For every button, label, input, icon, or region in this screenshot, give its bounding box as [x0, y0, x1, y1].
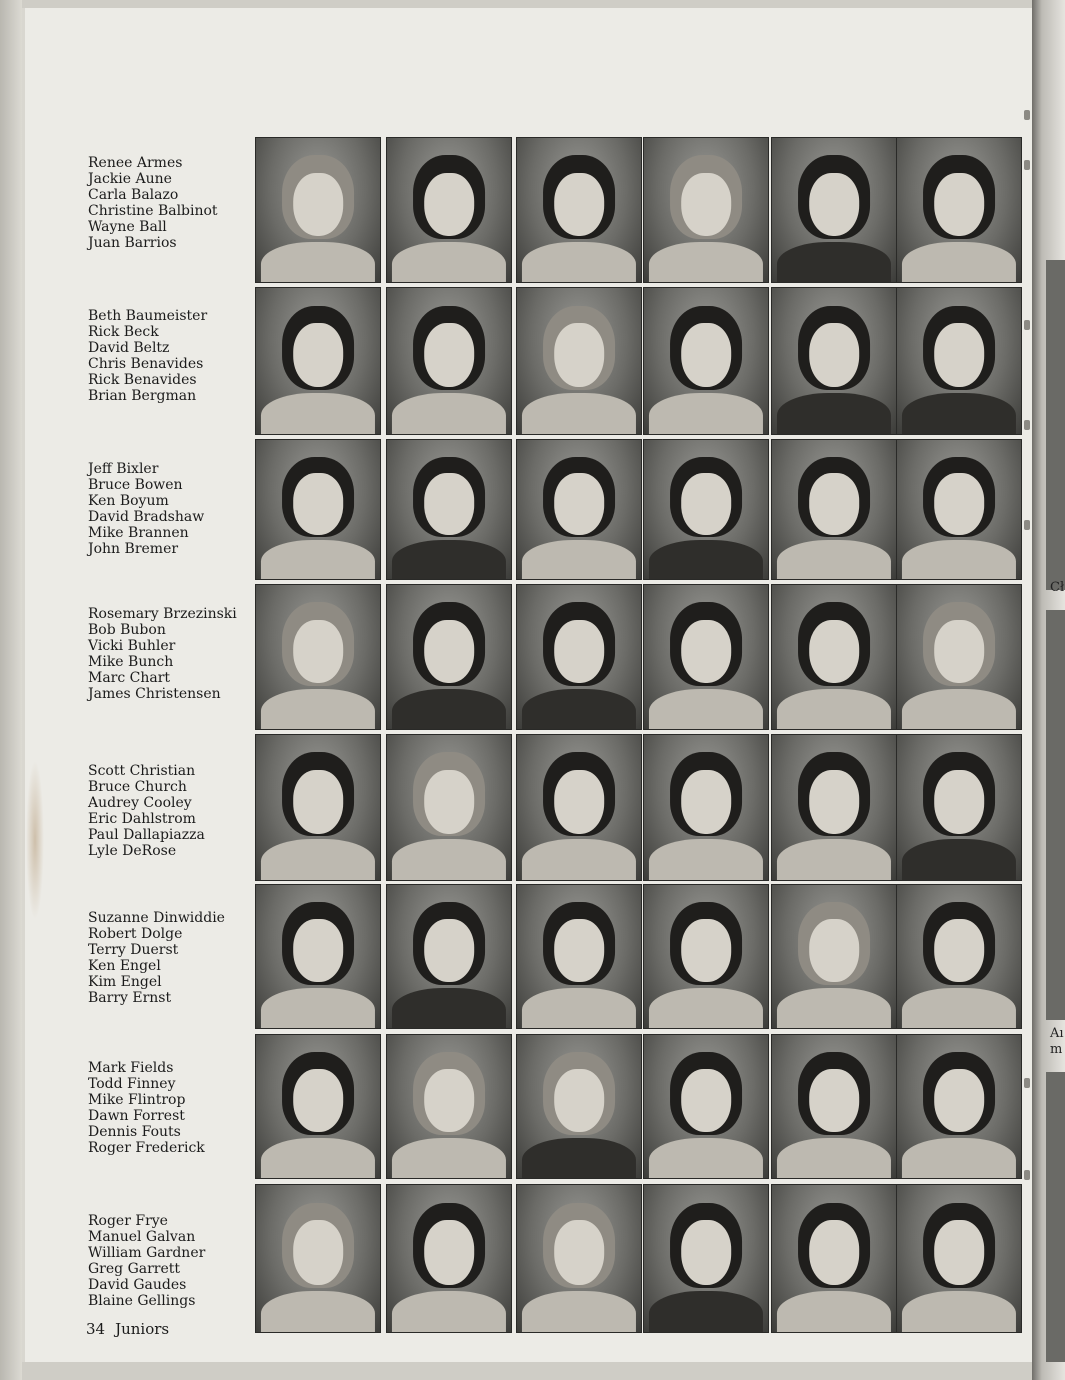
portrait-shoulders — [261, 1291, 375, 1333]
portrait-shoulders — [522, 1138, 636, 1179]
student-portrait — [896, 1184, 1022, 1333]
portrait-shoulders — [902, 689, 1016, 730]
name-list — [88, 461, 253, 557]
student-name: Wayne Ball — [88, 219, 167, 235]
binding-stitch — [1024, 1170, 1030, 1180]
student-portrait — [516, 287, 642, 435]
portrait-shoulders — [522, 988, 636, 1029]
student-portrait — [255, 584, 381, 730]
student-name: Paul Dallapiazza — [88, 827, 205, 843]
portrait-face — [934, 770, 984, 834]
facing-page-caption-fragment: m — [1050, 1042, 1063, 1057]
student-name: Bruce Bowen — [88, 477, 183, 493]
student-portrait — [386, 734, 512, 881]
portrait-face — [293, 473, 343, 534]
student-name: Suzanne Dinwiddie — [88, 910, 225, 926]
portrait-face — [424, 1220, 474, 1285]
student-portrait — [516, 734, 642, 881]
portrait-face — [554, 620, 604, 683]
student-portrait — [896, 734, 1022, 881]
student-portrait — [386, 439, 512, 580]
student-portrait — [771, 1034, 897, 1179]
facing-page-photo — [1046, 1072, 1065, 1362]
student-portrait — [771, 1184, 897, 1333]
portrait-shoulders — [649, 242, 763, 283]
portrait-shoulders — [649, 540, 763, 580]
name-list — [88, 763, 253, 859]
portrait-face — [934, 323, 984, 387]
portrait-face — [681, 1069, 731, 1132]
portrait-face — [424, 1069, 474, 1132]
name-list — [88, 910, 253, 1006]
student-portrait — [771, 439, 897, 580]
student-name: Jackie Aune — [88, 171, 172, 187]
binding-stitch — [1024, 420, 1030, 430]
student-portrait — [643, 884, 769, 1029]
portrait-shoulders — [777, 1138, 891, 1179]
portrait-shoulders — [261, 988, 375, 1029]
student-portrait — [516, 1034, 642, 1179]
student-name: David Gaudes — [88, 1277, 187, 1293]
facing-page-caption-fragment: Cł — [1050, 580, 1065, 595]
facing-page-edge — [1032, 0, 1065, 1380]
portrait-face — [809, 620, 859, 683]
student-name: Mike Brannen — [88, 525, 189, 541]
student-name: Chris Benavides — [88, 356, 204, 372]
portrait-face — [554, 1220, 604, 1285]
student-name: Rick Beck — [88, 324, 159, 340]
section-label: Juniors — [115, 1320, 170, 1338]
student-name: James Christensen — [88, 686, 221, 702]
portrait-shoulders — [649, 988, 763, 1029]
student-portrait — [516, 137, 642, 283]
student-portrait — [643, 1184, 769, 1333]
student-portrait — [386, 1034, 512, 1179]
student-name: Roger Frederick — [88, 1140, 205, 1156]
portrait-face — [934, 919, 984, 982]
student-portrait — [643, 734, 769, 881]
student-name: David Beltz — [88, 340, 170, 356]
portrait-shoulders — [777, 988, 891, 1029]
portrait-shoulders — [392, 839, 506, 881]
portrait-shoulders — [902, 393, 1016, 435]
portrait-shoulders — [261, 242, 375, 283]
student-name: Christine Balbinot — [88, 203, 218, 219]
student-portrait — [255, 1034, 381, 1179]
student-portrait — [516, 884, 642, 1029]
portrait-shoulders — [777, 242, 891, 283]
binding-stitch — [1024, 320, 1030, 330]
portrait-face — [809, 473, 859, 534]
facing-page-photo — [1046, 610, 1065, 1020]
student-name: Ken Boyum — [88, 493, 169, 509]
portrait-shoulders — [649, 689, 763, 730]
portrait-face — [934, 473, 984, 534]
portrait-face — [554, 323, 604, 387]
portrait-face — [293, 173, 343, 236]
portrait-face — [554, 770, 604, 834]
portrait-shoulders — [392, 689, 506, 730]
student-portrait — [516, 584, 642, 730]
portrait-shoulders — [777, 393, 891, 435]
student-name: Mike Flintrop — [88, 1092, 186, 1108]
student-name: Rosemary Brzezinski — [88, 606, 237, 622]
binding-shadow — [0, 0, 22, 1380]
portrait-shoulders — [777, 839, 891, 881]
student-portrait — [896, 1034, 1022, 1179]
portrait-shoulders — [392, 540, 506, 580]
portrait-face — [681, 473, 731, 534]
portrait-face — [293, 323, 343, 387]
portrait-face — [554, 919, 604, 982]
student-portrait — [896, 439, 1022, 580]
portrait-face — [424, 323, 474, 387]
portrait-face — [681, 620, 731, 683]
student-portrait — [643, 1034, 769, 1179]
portrait-face — [809, 323, 859, 387]
portrait-face — [293, 919, 343, 982]
student-name: Juan Barrios — [88, 235, 177, 251]
student-portrait — [255, 439, 381, 580]
portrait-shoulders — [902, 242, 1016, 283]
student-portrait — [386, 287, 512, 435]
student-name: Greg Garrett — [88, 1261, 181, 1277]
student-portrait — [771, 884, 897, 1029]
student-name: Todd Finney — [88, 1076, 176, 1092]
portrait-shoulders — [392, 988, 506, 1029]
portrait-face — [809, 770, 859, 834]
portrait-shoulders — [392, 1138, 506, 1179]
student-name: Mark Fields — [88, 1060, 174, 1076]
portrait-face — [424, 173, 474, 236]
student-portrait — [771, 287, 897, 435]
student-name: Audrey Cooley — [88, 795, 192, 811]
portrait-shoulders — [777, 540, 891, 580]
student-name: Marc Chart — [88, 670, 171, 686]
portrait-face — [554, 173, 604, 236]
student-portrait — [771, 584, 897, 730]
student-name: Scott Christian — [88, 763, 196, 779]
portrait-shoulders — [261, 393, 375, 435]
portrait-shoulders — [522, 689, 636, 730]
portrait-shoulders — [392, 1291, 506, 1333]
student-portrait — [896, 137, 1022, 283]
portrait-face — [293, 1069, 343, 1132]
name-list — [88, 1213, 253, 1309]
portrait-shoulders — [902, 839, 1016, 881]
student-name: Lyle DeRose — [88, 843, 177, 859]
portrait-shoulders — [261, 689, 375, 730]
portrait-face — [809, 1220, 859, 1285]
portrait-face — [681, 770, 731, 834]
student-portrait — [643, 584, 769, 730]
student-name: Ken Engel — [88, 958, 161, 974]
student-name: Manuel Galvan — [88, 1229, 196, 1245]
portrait-face — [293, 1220, 343, 1285]
student-name: Bruce Church — [88, 779, 187, 795]
student-portrait — [516, 439, 642, 580]
portrait-shoulders — [649, 393, 763, 435]
page-folio — [86, 1320, 169, 1338]
student-portrait — [771, 137, 897, 283]
portrait-shoulders — [902, 988, 1016, 1029]
portrait-shoulders — [649, 1291, 763, 1333]
portrait-shoulders — [902, 1138, 1016, 1179]
student-name: Roger Frye — [88, 1213, 168, 1229]
portrait-shoulders — [649, 1138, 763, 1179]
student-portrait — [255, 1184, 381, 1333]
student-name: Vicki Buhler — [88, 638, 176, 654]
page-number: 34 — [86, 1320, 106, 1338]
student-portrait — [643, 287, 769, 435]
student-name: Kim Engel — [88, 974, 162, 990]
student-name: Jeff Bixler — [88, 461, 159, 477]
portrait-shoulders — [261, 839, 375, 881]
portrait-shoulders — [392, 242, 506, 283]
student-name: Bob Bubon — [88, 622, 166, 638]
student-name: William Gardner — [88, 1245, 206, 1261]
student-name: Mike Bunch — [88, 654, 174, 670]
student-portrait — [896, 884, 1022, 1029]
portrait-face — [293, 770, 343, 834]
portrait-shoulders — [522, 1291, 636, 1333]
student-name: Barry Ernst — [88, 990, 172, 1006]
portrait-shoulders — [261, 540, 375, 580]
facing-page-photo — [1046, 260, 1065, 590]
portrait-shoulders — [649, 839, 763, 881]
portrait-shoulders — [522, 393, 636, 435]
student-name: Dawn Forrest — [88, 1108, 185, 1124]
student-portrait — [386, 584, 512, 730]
portrait-face — [681, 919, 731, 982]
portrait-face — [424, 919, 474, 982]
portrait-face — [934, 620, 984, 683]
portrait-shoulders — [902, 1291, 1016, 1333]
portrait-shoulders — [902, 540, 1016, 580]
portrait-shoulders — [522, 839, 636, 881]
student-name: Robert Dolge — [88, 926, 183, 942]
student-portrait — [386, 1184, 512, 1333]
portrait-face — [809, 173, 859, 236]
student-name: Beth Baumeister — [88, 308, 208, 324]
name-list — [88, 308, 253, 404]
student-name: Renee Armes — [88, 155, 183, 171]
student-portrait — [771, 734, 897, 881]
facing-page-caption-fragment: Aı — [1050, 1026, 1064, 1041]
student-portrait — [255, 734, 381, 881]
name-list — [88, 1060, 253, 1156]
student-name: John Bremer — [88, 541, 179, 557]
portrait-face — [934, 1220, 984, 1285]
student-portrait — [255, 287, 381, 435]
portrait-face — [681, 173, 731, 236]
portrait-shoulders — [522, 242, 636, 283]
student-portrait — [386, 137, 512, 283]
student-portrait — [255, 884, 381, 1029]
student-name: David Bradshaw — [88, 509, 205, 525]
portrait-face — [424, 770, 474, 834]
portrait-face — [934, 173, 984, 236]
portrait-face — [424, 473, 474, 534]
portrait-shoulders — [777, 1291, 891, 1333]
student-name: Brian Bergman — [88, 388, 197, 404]
portrait-face — [293, 620, 343, 683]
name-list — [88, 155, 253, 251]
portrait-face — [681, 323, 731, 387]
binding-stitch — [1024, 520, 1030, 530]
name-list — [88, 606, 253, 702]
binding-stitch — [1024, 110, 1030, 120]
portrait-face — [554, 473, 604, 534]
page-stain — [26, 760, 44, 920]
portrait-face — [424, 620, 474, 683]
student-name: Dennis Fouts — [88, 1124, 181, 1140]
student-name: Blaine Gellings — [88, 1293, 196, 1309]
student-portrait — [643, 439, 769, 580]
student-portrait — [643, 137, 769, 283]
student-portrait — [896, 287, 1022, 435]
portrait-face — [681, 1220, 731, 1285]
student-portrait — [386, 884, 512, 1029]
portrait-shoulders — [522, 540, 636, 580]
portrait-face — [809, 1069, 859, 1132]
student-name: Rick Benavides — [88, 372, 197, 388]
student-name: Eric Dahlstrom — [88, 811, 196, 827]
portrait-shoulders — [392, 393, 506, 435]
portrait-shoulders — [261, 1138, 375, 1179]
portrait-shoulders — [777, 689, 891, 730]
student-portrait — [516, 1184, 642, 1333]
portrait-face — [934, 1069, 984, 1132]
student-portrait — [896, 584, 1022, 730]
portrait-face — [809, 919, 859, 982]
binding-stitch — [1024, 1078, 1030, 1088]
student-name: Carla Balazo — [88, 187, 179, 203]
binding-stitch — [1024, 160, 1030, 170]
student-name: Terry Duerst — [88, 942, 179, 958]
student-portrait — [255, 137, 381, 283]
portrait-face — [554, 1069, 604, 1132]
